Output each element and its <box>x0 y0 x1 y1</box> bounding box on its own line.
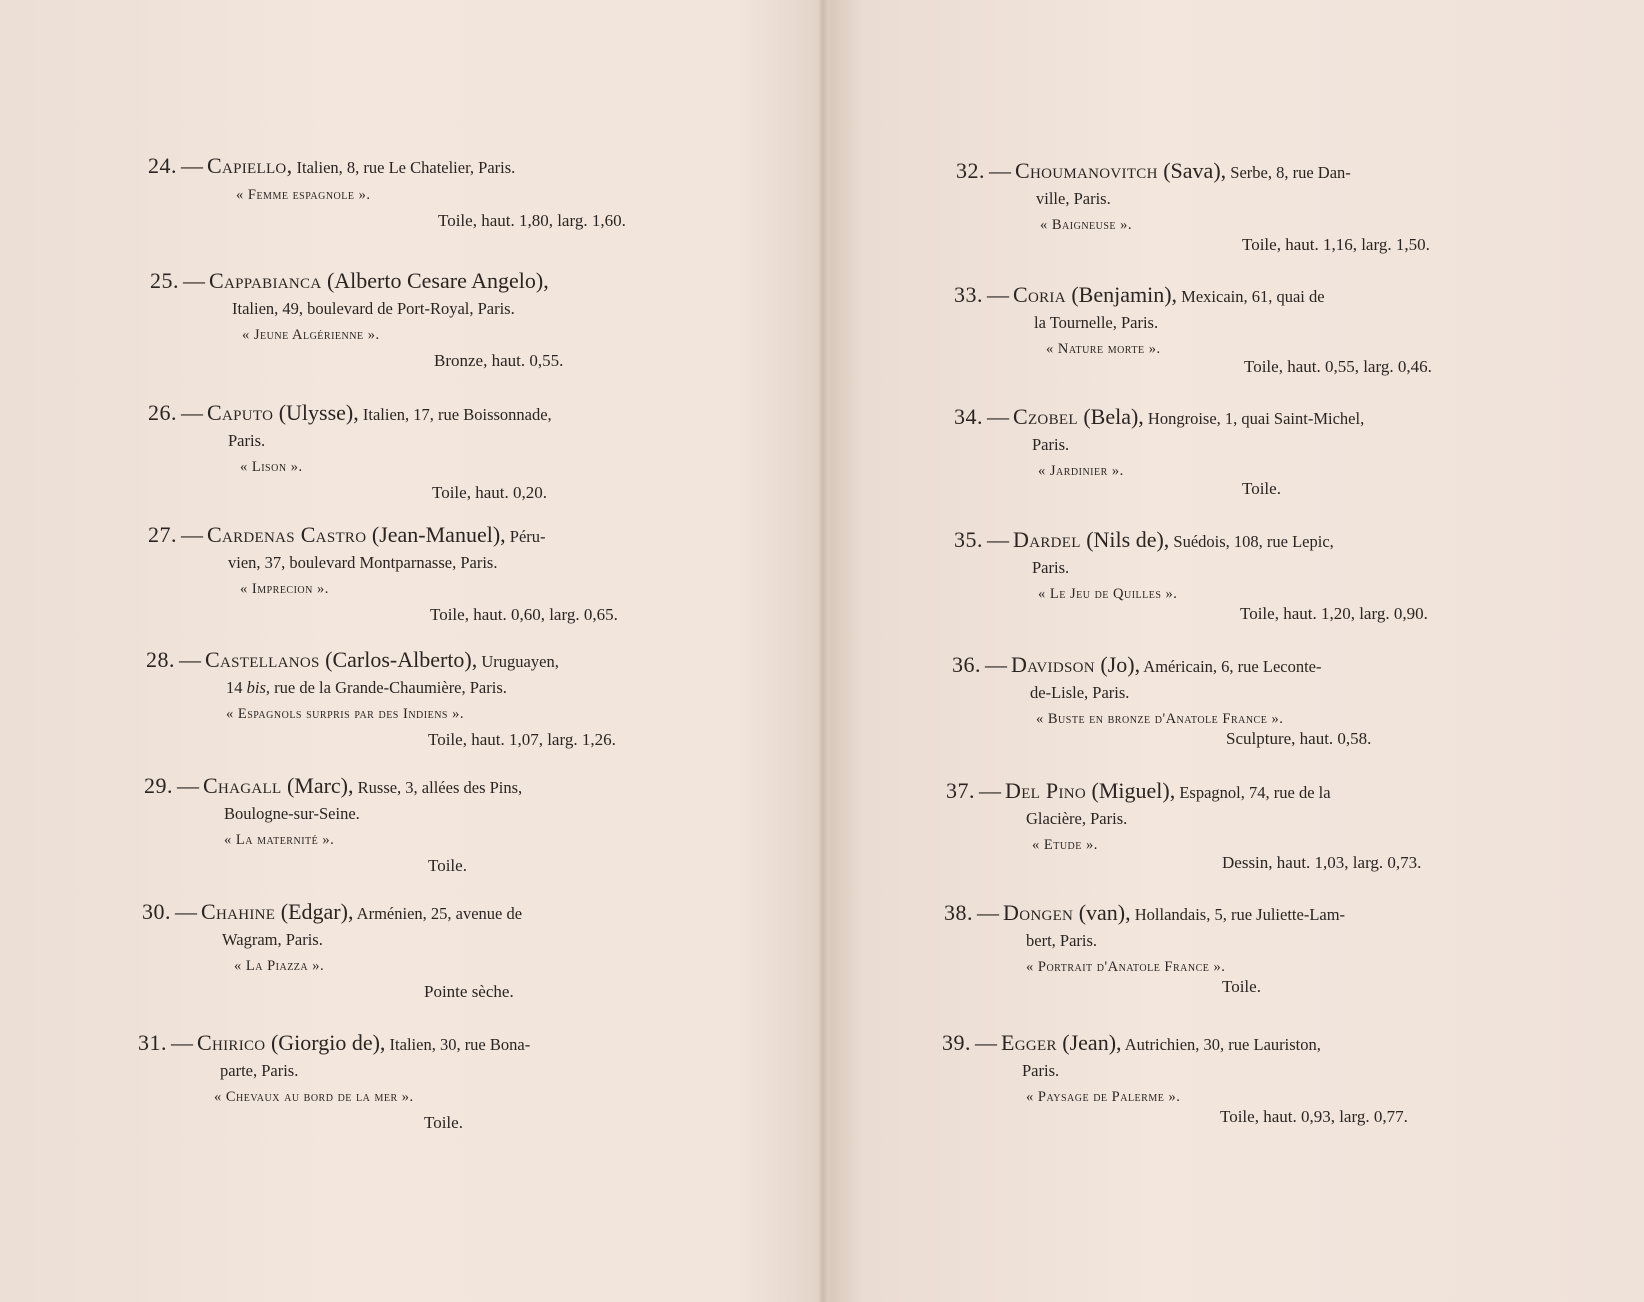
entry-number: 27. <box>148 522 177 547</box>
artist-details: Hollandais, 5, rue Juliette-Lam- <box>1130 905 1346 924</box>
entry-number: 25. <box>150 268 179 293</box>
entry-number: 39. <box>942 1030 971 1055</box>
artwork-title: « Nature morte ». <box>1046 341 1161 357</box>
artwork-medium: Bronze, haut. 0,55. <box>434 351 564 370</box>
catalog-entry-35 <box>954 527 1514 626</box>
artist-details: Italien, 8, rue Le Chatelier, Paris. <box>292 158 516 177</box>
catalog-entry-25 <box>150 268 710 373</box>
artist-details: Russe, 3, allées des Pins, <box>353 778 523 797</box>
artist-details-continued: la Tournelle, Paris. <box>1034 313 1159 332</box>
catalog-entry-31 <box>138 1030 698 1135</box>
artwork-title: « La maternité ». <box>224 832 335 848</box>
artwork-medium: Dessin, haut. 1,03, larg. 0,73. <box>1222 853 1422 872</box>
artist-details: Mexicain, 61, quai de <box>1177 287 1325 306</box>
artwork-title: « Le Jeu de Quilles ». <box>1038 586 1178 602</box>
artwork-medium: Toile. <box>1242 479 1281 498</box>
artist-given-name: (Jean-Manuel), <box>366 522 506 547</box>
entry-dash: — <box>181 400 203 425</box>
artwork-title: « La Piazza ». <box>234 958 325 974</box>
artist-details-continued: Paris. <box>1032 558 1070 577</box>
entry-number: 32. <box>956 158 985 183</box>
catalog-entry-24 <box>148 153 708 233</box>
entry-dash: — <box>987 527 1009 552</box>
artist-details-continued: Italien, 49, boulevard de Port-Royal, Paris. <box>232 299 515 318</box>
artist-details: Autrichien, 30, rue Lauriston, <box>1121 1035 1321 1054</box>
artist-given-name: (Benjamin), <box>1065 282 1178 307</box>
artwork-medium: Toile, haut. 0,20. <box>432 483 547 502</box>
entry-dash: — <box>175 899 197 924</box>
entry-dash: — <box>987 404 1009 429</box>
entry-number: 35. <box>954 527 983 552</box>
entry-dash: — <box>979 778 1001 803</box>
artwork-medium: Sculpture, haut. 0,58. <box>1226 729 1372 748</box>
entry-number: 29. <box>144 773 173 798</box>
artist-details: Espagnol, 74, rue de la <box>1175 783 1331 802</box>
artwork-medium: Toile, haut. 0,93, larg. 0,77. <box>1220 1107 1408 1126</box>
entry-dash: — <box>989 158 1011 183</box>
artwork-title: « Espagnols surpris par des Indiens ». <box>226 706 464 722</box>
artist-name: Chagall <box>203 773 282 798</box>
artist-details: Américain, 6, rue Leconte- <box>1140 657 1322 676</box>
artist-given-name: (Ulysse), <box>273 400 359 425</box>
left-page <box>0 0 820 1302</box>
artwork-medium: Toile. <box>428 856 467 875</box>
catalog-entry-33 <box>954 282 1514 379</box>
artist-details-continued: ville, Paris. <box>1036 189 1111 208</box>
catalog-entry-36 <box>952 652 1512 751</box>
artwork-title: « Buste en bronze d'Anatole France ». <box>1036 711 1284 727</box>
artist-given-name: (Giorgio de), <box>265 1030 386 1055</box>
artwork-medium: Toile, haut. 1,20, larg. 0,90. <box>1240 604 1428 623</box>
artist-given-name: (van), <box>1073 900 1131 925</box>
entry-dash: — <box>179 647 201 672</box>
entry-dash: — <box>181 153 203 178</box>
artist-given-name: (Nils de), <box>1080 527 1170 552</box>
catalog-entry-30 <box>142 899 702 1004</box>
artist-name: Egger <box>1001 1030 1057 1055</box>
catalog-entry-26 <box>148 400 708 505</box>
artwork-title: « Jardinier ». <box>1038 463 1124 479</box>
artwork-title: « Baigneuse ». <box>1040 217 1133 233</box>
entry-dash: — <box>181 522 203 547</box>
entry-dash: — <box>977 900 999 925</box>
artwork-title: « Paysage de Palerme ». <box>1026 1089 1181 1105</box>
artwork-title: « Femme espagnole ». <box>236 187 371 203</box>
artist-given-name: (Bela), <box>1077 404 1144 429</box>
entry-dash: — <box>183 268 205 293</box>
artist-details: Italien, 30, rue Bona- <box>385 1035 531 1054</box>
entry-dash: — <box>985 652 1007 677</box>
artist-details-continued: Paris. <box>228 431 266 450</box>
entry-dash: — <box>975 1030 997 1055</box>
artist-details: Italien, 17, rue Boissonnade, <box>358 405 552 424</box>
artist-details: Péru- <box>505 527 546 546</box>
artist-details-continued: vien, 37, boulevard Montparnasse, Paris. <box>228 553 498 572</box>
artist-name: Capiello, <box>207 153 293 178</box>
artist-given-name: (Miguel), <box>1086 778 1176 803</box>
artist-name: Cardenas Castro <box>207 522 367 547</box>
artist-name: Dardel <box>1013 527 1081 552</box>
artist-name: Castellanos <box>205 647 320 672</box>
artist-name: Coria <box>1013 282 1066 307</box>
artist-details-continued: Paris. <box>1022 1061 1060 1080</box>
artist-given-name: (Edgar), <box>275 899 354 924</box>
artist-given-name: (Jean), <box>1056 1030 1122 1055</box>
artist-name: Davidson <box>1011 652 1095 677</box>
artwork-title: « Chevaux au bord de la mer ». <box>214 1089 414 1105</box>
catalog-entry-32 <box>956 158 1516 257</box>
address-bis: bis, <box>246 678 271 697</box>
entry-number: 31. <box>138 1030 167 1055</box>
artist-given-name: (Sava), <box>1157 158 1227 183</box>
artist-details: Arménien, 25, avenue de <box>353 904 523 923</box>
artist-details: Hongroise, 1, quai Saint-Michel, <box>1143 409 1365 428</box>
artwork-medium: Pointe sèche. <box>424 982 514 1001</box>
artist-name: Czobel <box>1013 404 1078 429</box>
right-page <box>824 0 1644 1302</box>
artist-details-continued: Boulogne-sur-Seine. <box>224 804 360 823</box>
entry-number: 34. <box>954 404 983 429</box>
artist-given-name: (Marc), <box>281 773 354 798</box>
artist-details-continued: Glacière, Paris. <box>1026 809 1128 828</box>
artwork-title: « Jeune Algérienne ». <box>242 327 380 343</box>
artist-name: Choumanovitch <box>1015 158 1158 183</box>
artwork-title: « Imprecion ». <box>240 581 329 597</box>
artist-given-name: (Carlos-Alberto), <box>319 647 478 672</box>
artwork-title: « Lison ». <box>240 459 303 475</box>
entry-number: 24. <box>148 153 177 178</box>
catalog-entry-28 <box>146 647 706 752</box>
artist-details-continued: parte, Paris. <box>220 1061 299 1080</box>
entry-dash: — <box>987 282 1009 307</box>
entry-dash: — <box>171 1030 193 1055</box>
artist-name: Del Pino <box>1005 778 1087 803</box>
artwork-title: « Etude ». <box>1032 837 1098 853</box>
artwork-medium: Toile, haut. 1,16, larg. 1,50. <box>1242 235 1430 254</box>
artist-name: Cappabianca <box>209 268 322 293</box>
entry-number: 37. <box>946 778 975 803</box>
entry-number: 36. <box>952 652 981 677</box>
entry-number: 33. <box>954 282 983 307</box>
catalog-entry-29 <box>144 773 704 878</box>
entry-dash: — <box>177 773 199 798</box>
artist-details: Serbe, 8, rue Dan- <box>1226 163 1351 182</box>
artist-given-name: (Jo), <box>1094 652 1141 677</box>
catalog-entry-39 <box>942 1030 1502 1129</box>
artwork-medium: Toile, haut. 1,80, larg. 1,60. <box>438 211 626 230</box>
artist-details-continued <box>146 675 706 700</box>
artwork-title: « Portrait d'Anatole France ». <box>1026 959 1226 975</box>
address-street: rue de la Grande-Chaumière, Paris. <box>270 678 507 697</box>
artwork-medium: Toile. <box>424 1113 463 1132</box>
artist-details-continued: de-Lisle, Paris. <box>1030 683 1130 702</box>
entry-number: 28. <box>146 647 175 672</box>
address-number: 14 <box>226 678 247 697</box>
catalog-entry-34 <box>954 404 1514 501</box>
artwork-medium: Toile, haut. 0,60, larg. 0,65. <box>430 605 618 624</box>
artist-details: Suédois, 108, rue Lepic, <box>1169 532 1334 551</box>
artist-details-continued: Paris. <box>1032 435 1070 454</box>
artist-name: Chirico <box>197 1030 266 1055</box>
artist-name: Dongen <box>1003 900 1074 925</box>
artwork-medium: Toile, haut. 0,55, larg. 0,46. <box>1244 357 1432 376</box>
entry-number: 26. <box>148 400 177 425</box>
artist-details: Uruguayen, <box>477 652 559 671</box>
catalog-entry-38 <box>944 900 1504 999</box>
artist-name: Caputo <box>207 400 274 425</box>
entry-number: 30. <box>142 899 171 924</box>
artist-given-name: (Alberto Cesare Angelo), <box>321 268 549 293</box>
artist-name: Chahine <box>201 899 276 924</box>
artist-details-continued: Wagram, Paris. <box>222 930 323 949</box>
catalog-entry-27 <box>148 522 708 627</box>
catalog-entry-37 <box>946 778 1506 875</box>
artwork-medium: Toile, haut. 1,07, larg. 1,26. <box>428 730 616 749</box>
entry-number: 38. <box>944 900 973 925</box>
artwork-medium: Toile. <box>1222 977 1261 996</box>
artist-details-continued: bert, Paris. <box>1026 931 1098 950</box>
